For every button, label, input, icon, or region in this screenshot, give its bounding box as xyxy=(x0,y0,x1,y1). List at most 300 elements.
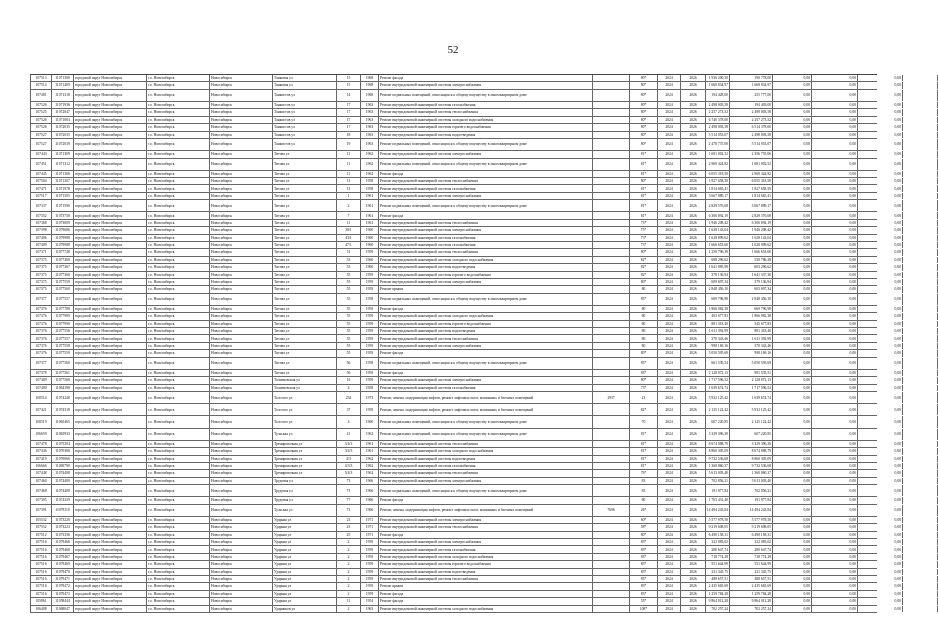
cell-empty xyxy=(903,485,938,496)
table-row xyxy=(30,377,901,384)
cell-ys: 2024 xyxy=(658,109,681,115)
cell-c: 0,00 xyxy=(858,478,903,484)
cell-ver: 108* xyxy=(630,606,658,612)
cell-city: г.о. Новосибирск xyxy=(147,200,210,211)
cell-ye: 2026 xyxy=(681,82,706,88)
cell-b: 0,00 xyxy=(812,524,858,530)
cell-cost: 688 296,62 xyxy=(706,257,730,263)
cell-ys: 2024 xyxy=(658,272,681,278)
cell-code: 11074318 xyxy=(52,404,74,415)
cell-mo: городской округ Новосибирск xyxy=(74,561,147,567)
cell-work: Ремонт внутридомовой инженерной системы горячего водоснабжения xyxy=(379,124,593,130)
cell-empty xyxy=(903,532,938,538)
cell-house: 13 xyxy=(337,185,361,191)
cell-loc: Новосибирск xyxy=(210,532,273,538)
table-row xyxy=(30,212,901,219)
cell-work: Ремонт внутридомовой инженерной системы электроснабжения xyxy=(379,82,593,88)
cell-fund: 9 864 012,28 xyxy=(730,598,773,604)
cell-city: г.о. Новосибирск xyxy=(147,505,210,516)
cell-house: 25 xyxy=(337,532,361,538)
table-row xyxy=(30,350,901,357)
cell-year: 1962 xyxy=(361,470,379,476)
cell-b: 0,00 xyxy=(812,272,858,278)
cell-loc: Новосибирск xyxy=(210,294,273,305)
cell-b: 0,00 xyxy=(812,328,858,334)
cell-code: 11077568 xyxy=(52,377,74,383)
cell-empty xyxy=(903,257,938,263)
cell-c: 0,00 xyxy=(858,350,903,356)
cell-ver: 60* xyxy=(630,517,658,523)
cell-b: 0,00 xyxy=(812,200,858,211)
cell-house: 37 xyxy=(337,404,361,415)
cell-ys: 2024 xyxy=(658,328,681,334)
cell-fund: 190 778,00 xyxy=(730,75,773,81)
cell-id: 107419 xyxy=(31,456,52,462)
cell-city: г.о. Новосибирск xyxy=(147,448,210,454)
cell-a: 0,00 xyxy=(773,279,812,285)
cell-ver: 81* xyxy=(630,429,658,440)
cell-ver: 83* xyxy=(630,546,658,552)
cell-cost: 2 969 424,82 xyxy=(706,159,730,170)
cell-fund: 8 860 305,09 xyxy=(730,456,773,462)
cell-fund: 1 681 002,52 xyxy=(730,159,773,170)
cell-work: Ремонт фасада xyxy=(379,350,593,356)
cell-a: 0,00 xyxy=(773,392,812,403)
cell-share xyxy=(593,546,630,552)
cell-share xyxy=(593,350,630,356)
cell-ye: 2026 xyxy=(681,90,706,101)
table-row xyxy=(30,294,901,306)
cell-share xyxy=(593,470,630,476)
cell-street: Титова ул xyxy=(273,178,337,184)
cell-id: 106408 xyxy=(31,606,52,612)
cell-fund: 2 498 003,58 xyxy=(730,132,773,138)
cell-street: Титова ул xyxy=(273,294,337,305)
cell-share xyxy=(593,279,630,285)
cell-c: 0,00 xyxy=(858,75,903,81)
cell-street: Танкистов ул xyxy=(273,132,337,138)
cell-loc: Новосибирск xyxy=(210,448,273,454)
cell-c: 0,00 xyxy=(858,328,903,334)
cell-street: Титова ул xyxy=(273,358,337,369)
cell-loc: Новосибирск xyxy=(210,561,273,567)
cell-fund: 5 613 003,40 xyxy=(730,478,773,484)
cell-year: 1973 xyxy=(361,392,379,403)
cell-ys: 2024 xyxy=(658,82,681,88)
cell-cost: 551 644,99 xyxy=(706,561,730,567)
cell-loc: Новосибирск xyxy=(210,235,273,241)
cell-ys: 2024 xyxy=(658,235,681,241)
cell-code: 11071300 xyxy=(52,75,74,81)
cell-id: 107421 xyxy=(31,404,52,415)
cell-code: 11079686 xyxy=(52,227,74,233)
cell-code: 11071306 xyxy=(52,171,74,177)
cell-house: 23 xyxy=(337,524,361,530)
cell-c: 0,00 xyxy=(858,242,903,248)
cell-c: 0,00 xyxy=(858,591,903,597)
cell-cost: 998 169,16 xyxy=(706,343,730,349)
cell-house: 17 xyxy=(337,102,361,108)
cell-mo: городской округ Новосибирск xyxy=(74,470,147,476)
cell-mo: городской округ Новосибирск xyxy=(74,185,147,191)
cell-a: 0,00 xyxy=(773,264,812,270)
cell-b: 0,00 xyxy=(812,569,858,575)
cell-code: 11073336 xyxy=(52,532,74,538)
cell-fund: 1 827 658,50 xyxy=(730,185,773,191)
cell-work: Ремонт крыши xyxy=(379,286,593,292)
cell-street: Титова ул xyxy=(273,272,337,278)
cell-street: Титова ул xyxy=(273,328,337,334)
cell-c: 0,00 xyxy=(858,497,903,503)
cell-city: г.о. Новосибирск xyxy=(147,235,210,241)
cell-ye: 2026 xyxy=(681,591,706,597)
cell-ys: 2024 xyxy=(658,358,681,369)
cell-b: 0,00 xyxy=(812,554,858,560)
cell-work: Ремонт внутридомовой инженерной системы теплоснабжения xyxy=(379,109,593,115)
cell-share xyxy=(593,313,630,319)
cell-b: 0,00 xyxy=(812,456,858,462)
cell-id: 100514 xyxy=(31,392,52,403)
table-row xyxy=(30,117,901,124)
cell-id: 107443 xyxy=(31,151,52,157)
cell-code: 11079471 xyxy=(52,576,74,582)
cell-year: 1958 xyxy=(361,185,379,191)
cell-loc: Новосибирск xyxy=(210,139,273,150)
cell-street: Титова ул xyxy=(273,286,337,292)
cell-fund: 1 628 143,04 xyxy=(730,235,773,241)
cell-code: 11077560 xyxy=(52,286,74,292)
cell-city: г.о. Новосибирск xyxy=(147,370,210,376)
cell-ys: 2024 xyxy=(658,392,681,403)
cell-ye: 2026 xyxy=(681,404,706,415)
cell-share xyxy=(593,212,630,218)
cell-ys: 2024 xyxy=(658,185,681,191)
cell-ye: 2026 xyxy=(681,358,706,369)
cell-mo: городской округ Новосибирск xyxy=(74,505,147,516)
cell-code: 11079468 xyxy=(52,546,74,552)
cell-code: 11071004 xyxy=(52,117,74,123)
cell-cost: 6 055 318,50 xyxy=(706,171,730,177)
cell-year: 1959 xyxy=(361,279,379,285)
cell-id: 107376 xyxy=(31,321,52,327)
cell-ver: 53* xyxy=(630,598,658,604)
cell-year: 1962 xyxy=(361,171,379,177)
cell-id: 107375 xyxy=(31,286,52,292)
cell-ye: 2026 xyxy=(681,561,706,567)
cell-id: 107445 xyxy=(31,171,52,177)
cell-ys: 2024 xyxy=(658,478,681,484)
cell-fund: 718 774,28 xyxy=(730,554,773,560)
table-row xyxy=(30,385,901,392)
cell-empty xyxy=(903,159,938,170)
cell-cost: 370 343,46 xyxy=(706,335,730,341)
cell-house: 15 xyxy=(337,82,361,88)
cell-ye: 2026 xyxy=(681,470,706,476)
cell-year: 1959 xyxy=(361,272,379,278)
cell-mo: городской округ Новосибирск xyxy=(74,554,147,560)
cell-cost: 1 258 796,39 xyxy=(706,249,730,255)
cell-ye: 2026 xyxy=(681,335,706,341)
table-row xyxy=(30,75,901,82)
cell-ye: 2026 xyxy=(681,185,706,191)
cell-work: Ремонт фасада xyxy=(379,370,593,376)
cell-mo: городской округ Новосибирск xyxy=(74,546,147,552)
cell-c: 0,00 xyxy=(858,171,903,177)
cell-b: 0,00 xyxy=(812,124,858,130)
cell-street: Титова ул xyxy=(273,227,337,233)
cell-code: 11079470 xyxy=(52,569,74,575)
cell-id: 107460 xyxy=(31,478,52,484)
cell-code: 11077559 xyxy=(52,279,74,285)
cell-street: Титова ул xyxy=(273,249,337,255)
cell-ys: 2024 xyxy=(658,385,681,391)
cell-b: 0,00 xyxy=(812,377,858,383)
cell-city: г.о. Новосибирск xyxy=(147,117,210,123)
cell-house: 55 xyxy=(337,286,361,292)
cell-fund: 2 128 072,13 xyxy=(730,377,773,383)
cell-year: 1961 xyxy=(361,212,379,218)
cell-code: 11071307 xyxy=(52,178,74,184)
cell-share xyxy=(593,178,630,184)
cell-house: 55 xyxy=(337,294,361,305)
cell-work: Ремонт внутридомовой инженерной системы электроснабжения xyxy=(379,193,593,199)
cell-cost: 661 539,54 xyxy=(706,358,730,369)
cell-ye: 2026 xyxy=(681,485,706,496)
cell-mo: городской округ Новосибирск xyxy=(74,227,147,233)
cell-ye: 2026 xyxy=(681,139,706,150)
cell-b: 0,00 xyxy=(812,220,858,226)
cell-street: Титова ул xyxy=(273,159,337,170)
cell-street: Титова ул xyxy=(273,306,337,312)
cell-share xyxy=(593,193,630,199)
cell-a: 0,00 xyxy=(773,554,812,560)
cell-ver: 80* xyxy=(630,102,658,108)
cell-year: 1962 xyxy=(361,429,379,440)
cell-c: 0,00 xyxy=(858,485,903,496)
cell-c: 0,00 xyxy=(858,109,903,115)
table-row xyxy=(30,606,901,613)
cell-mo: городской округ Новосибирск xyxy=(74,235,147,241)
cell-ver: 80 xyxy=(630,306,658,312)
table-row xyxy=(30,328,901,335)
cell-cost: 1 668 834,97 xyxy=(706,82,730,88)
cell-ys: 2024 xyxy=(658,178,681,184)
cell-fund: 2 829 576,68 xyxy=(730,212,773,218)
cell-c: 0,00 xyxy=(858,132,903,138)
cell-b: 0,00 xyxy=(812,313,858,319)
cell-city: г.о. Новосибирск xyxy=(147,335,210,341)
cell-city: г.о. Новосибирск xyxy=(147,212,210,218)
cell-cost: 322 083,02 xyxy=(706,539,730,545)
cell-work: Ремонт внутридомовой инженерной системы электроснабжения xyxy=(379,539,593,545)
cell-cost: 5 514 053,07 xyxy=(706,132,730,138)
cell-year: 1958 xyxy=(361,294,379,305)
cell-cost: 2 128 072,13 xyxy=(706,370,730,376)
cell-mo: городской округ Новосибирск xyxy=(74,448,147,454)
cell-cost: 1 628 143,04 xyxy=(706,227,730,233)
cell-work: Ремонт внутридомовой инженерной системы теплоснабжения xyxy=(379,470,593,476)
cell-c: 0,00 xyxy=(858,272,903,278)
cell-share xyxy=(593,358,630,369)
cell-loc: Новосибирск xyxy=(210,212,273,218)
cell-a: 0,00 xyxy=(773,448,812,454)
cell-work: Ремонт внутридомовой инженерной системы холодного водоснабжения xyxy=(379,313,593,319)
cell-id: 107516 xyxy=(31,576,52,582)
cell-mo: городской округ Новосибирск xyxy=(74,385,147,391)
cell-year: 1959 xyxy=(361,321,379,327)
cell-b: 0,00 xyxy=(812,606,858,612)
cell-a: 0,00 xyxy=(773,132,812,138)
cell-city: г.о. Новосибирск xyxy=(147,151,210,157)
cell-empty xyxy=(903,242,938,248)
cell-id: 106666 xyxy=(31,463,52,469)
cell-cost: 194 428,00 xyxy=(706,90,730,101)
cell-b: 0,00 xyxy=(812,235,858,241)
cell-ver: 80* xyxy=(630,350,658,356)
cell-house: 2 xyxy=(337,576,361,582)
cell-a: 0,00 xyxy=(773,242,812,248)
cell-ys: 2024 xyxy=(658,441,681,447)
cell-street: Тульская ул xyxy=(273,505,337,516)
cell-street: Танкистов ул xyxy=(273,139,337,150)
cell-ye: 2026 xyxy=(681,171,706,177)
cell-code: 11077368 xyxy=(52,272,74,278)
cell-code: 11073758 xyxy=(52,212,74,218)
cell-c: 0,00 xyxy=(858,212,903,218)
cell-c: 0,00 xyxy=(858,200,903,211)
cell-ye: 2026 xyxy=(681,102,706,108)
cell-year: 1959 xyxy=(361,546,379,552)
cell-loc: Новосибирск xyxy=(210,321,273,327)
cell-share: 2937 xyxy=(593,392,630,403)
cell-street: Тренировочная ул xyxy=(273,470,337,476)
cell-empty xyxy=(903,569,938,575)
cell-c: 0,00 xyxy=(858,546,903,552)
cell-ver: 83 xyxy=(630,478,658,484)
cell-house: 55 xyxy=(337,335,361,341)
cell-loc: Новосибирск xyxy=(210,227,273,233)
cell-empty xyxy=(903,343,938,349)
cell-c: 0,00 xyxy=(858,185,903,191)
cell-ye: 2026 xyxy=(681,272,706,278)
cell-city: г.о. Новосибирск xyxy=(147,90,210,101)
cell-mo: городской округ Новосибирск xyxy=(74,343,147,349)
cell-b: 0,00 xyxy=(812,532,858,538)
cell-city: г.о. Новосибирск xyxy=(147,463,210,469)
cell-house: 56 xyxy=(337,358,361,369)
cell-id: 107377 xyxy=(31,294,52,305)
cell-b: 0,00 xyxy=(812,485,858,496)
cell-share xyxy=(593,569,630,575)
cell-ye: 2026 xyxy=(681,286,706,292)
cell-house: 7 xyxy=(337,212,361,218)
table-row xyxy=(30,102,901,109)
cell-fund: 702 856,21 xyxy=(730,485,773,496)
cell-id: 107376 xyxy=(31,328,52,334)
cell-year: 1961 xyxy=(361,441,379,447)
cell-cost: 1 639 674,74 xyxy=(706,385,730,391)
cell-work: Ремонт, замена, модернизация лифтов, ремонт лифтовых шахт, машинных и блочных помещений xyxy=(379,392,593,403)
cell-empty xyxy=(903,249,938,255)
cell-b: 0,00 xyxy=(812,90,858,101)
cell-empty xyxy=(903,139,938,150)
table-row xyxy=(30,335,901,342)
cell-year: 1966 xyxy=(361,485,379,496)
cell-ver: 82* xyxy=(630,404,658,415)
cell-street: Толстого ул xyxy=(273,416,337,427)
cell-ver: 80* xyxy=(630,139,658,150)
cell-empty xyxy=(903,404,938,415)
cell-year: 1959 xyxy=(361,306,379,312)
cell-city: г.о. Новосибирск xyxy=(147,139,210,150)
cell-work: Ремонт подвальных помещений, относящихся к общему имуществу в многоквартирном доме xyxy=(379,90,593,101)
cell-b: 0,00 xyxy=(812,497,858,503)
cell-loc: Новосибирск xyxy=(210,279,273,285)
cell-year: 1959 xyxy=(361,583,379,589)
cell-city: г.о. Новосибирск xyxy=(147,385,210,391)
cell-city: г.о. Новосибирск xyxy=(147,264,210,270)
cell-empty xyxy=(903,598,938,604)
cell-code: 11077557 xyxy=(52,294,74,305)
cell-city: г.о. Новосибирск xyxy=(147,279,210,285)
cell-loc: Новосибирск xyxy=(210,546,273,552)
cell-year: 1971 xyxy=(361,517,379,523)
cell-cost: 2 257 273,52 xyxy=(706,109,730,115)
cell-c: 0,00 xyxy=(858,598,903,604)
cell-street: Толмачевская ул xyxy=(273,377,337,383)
cell-loc: Новосибирск xyxy=(210,524,273,530)
cell-code: 11068047 xyxy=(52,606,74,612)
cell-c: 0,00 xyxy=(858,517,903,523)
cell-mo: городской округ Новосибирск xyxy=(74,485,147,496)
cell-work: Ремонт крыши xyxy=(379,583,593,589)
cell-a: 0,00 xyxy=(773,606,812,612)
cell-empty xyxy=(903,151,938,157)
cell-year: 1960 xyxy=(361,227,379,233)
cell-code: 11077561 xyxy=(52,370,74,376)
cell-a: 0,00 xyxy=(773,456,812,462)
cell-work: Ремонт фасада xyxy=(379,598,593,604)
cell-a: 0,00 xyxy=(773,178,812,184)
cell-id: 107368 xyxy=(31,220,52,226)
cell-mo: городской округ Новосибирск xyxy=(74,279,147,285)
cell-share xyxy=(593,598,630,604)
cell-a: 0,00 xyxy=(773,358,812,369)
cell-street: Ударная ул xyxy=(273,583,337,589)
cell-work: Ремонт внутридомовой инженерной системы электроснабжения xyxy=(379,478,593,484)
cell-city: г.о. Новосибирск xyxy=(147,313,210,319)
cell-empty xyxy=(903,321,938,327)
cell-ye: 2026 xyxy=(681,124,706,130)
cell-b: 0,00 xyxy=(812,350,858,356)
cell-share xyxy=(593,441,630,447)
cell-house: 2 xyxy=(337,554,361,560)
cell-c: 0,00 xyxy=(858,264,903,270)
cell-city: г.о. Новосибирск xyxy=(147,178,210,184)
cell-cost: 1 763 431,40 xyxy=(706,497,730,503)
cell-ys: 2024 xyxy=(658,517,681,523)
cell-code: 11077556 xyxy=(52,328,74,334)
cell-a: 0,00 xyxy=(773,102,812,108)
cell-c: 0,00 xyxy=(858,257,903,263)
cell-mo: городской округ Новосибирск xyxy=(74,539,147,545)
cell-code: 11073220 xyxy=(52,517,74,523)
cell-loc: Новосибирск xyxy=(210,343,273,349)
cell-id: 107378 xyxy=(31,370,52,376)
cell-city: г.о. Новосибирск xyxy=(147,416,210,427)
cell-cost: 2 848 456,10 xyxy=(706,286,730,292)
cell-fund: 5 514 053,07 xyxy=(730,139,773,150)
